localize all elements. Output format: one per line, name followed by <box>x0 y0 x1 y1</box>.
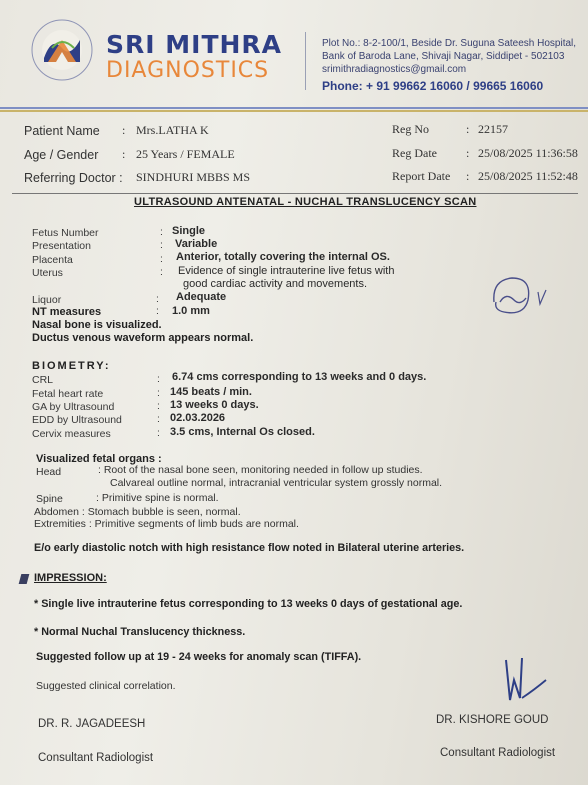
finding-value: Variable <box>175 238 218 250</box>
biometry-value: 13 weeks 0 days. <box>170 399 259 411</box>
clinical-note: Suggested clinical correlation. <box>36 680 176 692</box>
biometry-colon: : <box>157 387 160 399</box>
ductus-note: Ductus venous waveform appears normal. <box>32 332 254 344</box>
referring-doctor-label: Referring Doctor : <box>24 171 123 185</box>
finding-value: Single <box>172 225 206 237</box>
finding-label: NT measures <box>32 306 102 318</box>
biometry-label: EDD by Ultrasound <box>32 414 122 426</box>
impression-item: * Normal Nuchal Translucency thickness. <box>34 626 246 638</box>
phone-number[interactable]: Phone: + 91 99662 16060 / 99665 16060 <box>322 79 544 93</box>
email-address[interactable]: srimithradiagnostics@gmail.com <box>322 64 467 75</box>
nasal-bone-note: Nasal bone is visualized. <box>32 319 162 331</box>
organ-abdomen-text: Abdomen : Stomach bubble is seen, normal. <box>34 506 241 518</box>
header-rule-accent <box>0 110 588 112</box>
reg-no-label: Reg No <box>392 122 429 136</box>
reg-no-colon: : <box>466 122 470 136</box>
brand-name: SRI MITHRA <box>106 30 283 59</box>
finding-value: Adequate <box>176 291 227 303</box>
right-doctor-role: Consultant Radiologist <box>440 747 556 759</box>
organ-head-text-cont: Calvareal outline normal, intracranial ventricular system grossly normal. <box>110 477 443 489</box>
finding-label: Liquor <box>32 294 62 306</box>
finding-colon: : <box>160 253 163 265</box>
biometry-label: CRL <box>32 374 54 386</box>
reg-date-colon: : <box>466 146 470 160</box>
biometry-label: Fetal heart rate <box>32 388 104 400</box>
patient-name-colon: : <box>122 123 126 137</box>
organs-heading: Visualized fetal organs : <box>36 453 162 465</box>
biometry-label: GA by Ultrasound <box>32 401 115 413</box>
header-divider <box>305 32 306 90</box>
bookmark-icon <box>19 574 30 584</box>
finding-colon: : <box>160 239 163 251</box>
organ-head-label: Head <box>36 466 62 478</box>
biometry-colon: : <box>157 373 160 385</box>
finding-label: Fetus Number <box>32 227 99 239</box>
biometry-label: Cervix measures <box>32 428 111 440</box>
finding-label: Presentation <box>32 240 91 252</box>
report-title: ULTRASOUND ANTENATAL - NUCHAL TRANSLUCENCY SCAN <box>134 196 477 208</box>
address-line-1: Plot No.: 8-2-100/1, Beside Dr. Suguna Sateesh Hospital, <box>322 38 577 49</box>
biometry-colon: : <box>157 400 160 412</box>
organ-extremities-text: Extremities : Primitive segments of limb buds are normal. <box>34 518 299 530</box>
report-date-colon: : <box>466 169 470 183</box>
organ-spine-label: Spine <box>36 493 63 505</box>
age-gender-value: 25 Years / FEMALE <box>136 147 235 161</box>
followup-note: Suggested follow up at 19 - 24 weeks for anomaly scan (TIFFA). <box>36 651 362 663</box>
signature-icon <box>500 650 560 714</box>
report-date-label: Report Date <box>392 169 451 183</box>
brand-subtitle: DIAGNOSTICS <box>106 58 270 83</box>
logo-icon <box>30 18 94 82</box>
biometry-value: 6.74 cms corresponding to 13 weeks and 0 days. <box>172 371 427 383</box>
biometry-value: 02.03.2026 <box>170 412 226 424</box>
biometry-value: 3.5 cms, Internal Os closed. <box>170 426 315 438</box>
report-date-value: 25/08/2025 11:52:48 <box>478 169 578 183</box>
address-line-2: Bank of Baroda Lane, Shivaji Nagar, Siddipet - 502103 <box>322 51 565 62</box>
header-rule <box>0 107 588 109</box>
biometry-heading: BIOMETRY: <box>32 360 111 372</box>
finding-colon: : <box>160 226 163 238</box>
reg-no-value: 22157 <box>478 122 508 136</box>
reg-date-label: Reg Date <box>392 146 437 160</box>
left-doctor-role: Consultant Radiologist <box>38 752 154 764</box>
organ-spine-text: : Primitive spine is normal. <box>96 492 219 504</box>
patient-name-label: Patient Name <box>24 124 100 138</box>
referring-doctor-value: SINDHURI MBBS MS <box>136 170 251 184</box>
age-gender-label: Age / Gender <box>24 148 99 162</box>
finding-value: Evidence of single intrauterine live fetus with <box>178 265 395 277</box>
doppler-note: E/o early diastolic notch with high resistance flow noted in Bilateral uterine arteries. <box>34 542 465 554</box>
reg-date-value: 25/08/2025 11:36:58 <box>478 146 578 160</box>
left-doctor-name: DR. R. JAGADEESH <box>38 718 146 730</box>
impression-item: * Single live intrauterine fetus corresponding to 13 weeks 0 days of gestational age. <box>34 598 463 610</box>
finding-colon: : <box>160 266 163 278</box>
finding-label: Uterus <box>32 267 63 279</box>
finding-colon: : <box>156 305 159 317</box>
patient-divider <box>12 193 578 194</box>
finding-value-cont: good cardiac activity and movements. <box>183 278 368 290</box>
biometry-value: 145 beats / min. <box>170 386 252 398</box>
finding-value: 1.0 mm <box>172 305 210 317</box>
finding-label: Placenta <box>32 254 73 266</box>
biometry-colon: : <box>157 427 160 439</box>
biometry-colon: : <box>157 413 160 425</box>
handwritten-mark-icon <box>484 272 554 322</box>
organ-head-text: : Root of the nasal bone seen, monitoring needed in follow up studies. <box>98 464 423 476</box>
impression-heading: IMPRESSION: <box>34 572 107 584</box>
finding-value: Anterior, totally covering the internal OS. <box>176 251 390 263</box>
patient-name-value: Mrs.LATHA K <box>136 123 209 137</box>
age-gender-colon: : <box>122 147 126 161</box>
finding-colon: : <box>156 293 159 305</box>
right-doctor-name: DR. KISHORE GOUD <box>436 714 549 726</box>
